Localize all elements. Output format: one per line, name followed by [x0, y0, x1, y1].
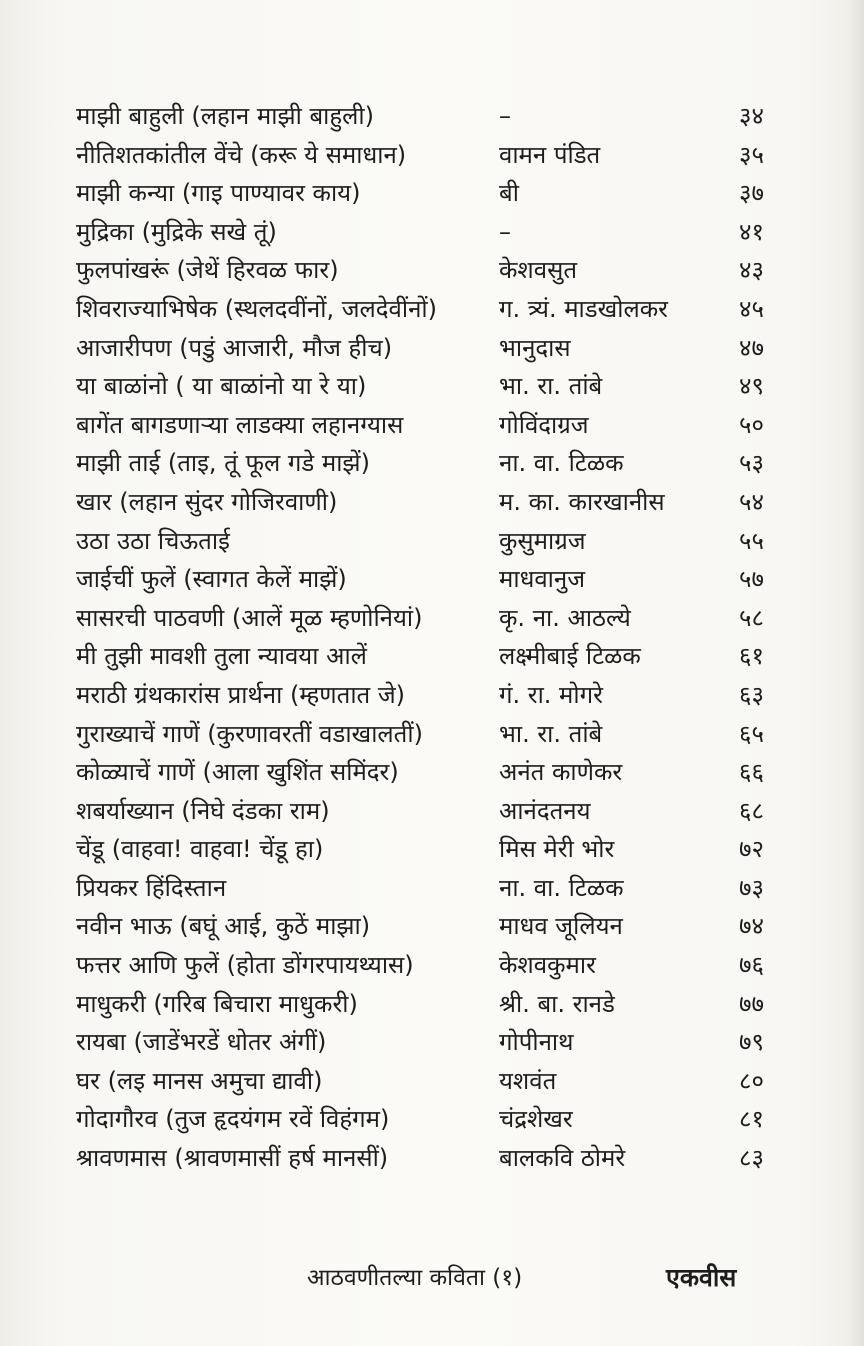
- poem-title: मराठी ग्रंथकारांस प्रार्थना (म्हणतात जे): [76, 680, 406, 709]
- page-number: ७२: [739, 835, 764, 864]
- poet-name: चंद्रशेखर: [499, 1105, 573, 1134]
- toc-entry: [76, 483, 776, 522]
- poet-name: बी: [499, 179, 519, 208]
- toc-entry: [76, 1062, 776, 1101]
- page-number: ७७: [739, 989, 764, 1018]
- poem-title: माझी ताई (ताइ, तूं फूल गडे माझें): [76, 449, 370, 478]
- poet-name: केशवकुमार: [499, 951, 596, 980]
- page-number: ८०: [739, 1066, 764, 1095]
- page-number: ३७: [739, 179, 764, 208]
- poem-title: घर (लइ मानस अमुचा द्यावी): [76, 1066, 323, 1095]
- toc-entry: [76, 753, 776, 792]
- toc-entry: [76, 213, 776, 252]
- poem-title: माझी बाहुली (लहान माझी बाहुली): [76, 102, 374, 130]
- toc-entry: [76, 599, 776, 638]
- poem-title: गुराख्याचें गाणें (कुरणावरतीं वडाखालतीं): [76, 719, 423, 748]
- toc-entry: [76, 985, 776, 1024]
- table-of-contents: [76, 97, 776, 1178]
- page-number: ५८: [739, 603, 764, 632]
- page-number: ६३: [739, 680, 764, 709]
- poet-name: गोपीनाथ: [499, 1028, 574, 1057]
- poet-name: ना. वा. टिळक: [499, 873, 624, 902]
- page-number: ३५: [739, 140, 764, 169]
- page-number: ८३: [739, 1144, 764, 1173]
- page-number: ५७: [739, 565, 764, 594]
- poem-title: बागेंत बागडणाऱ्या लाडक्या लहानग्यास: [76, 410, 404, 439]
- page-gutter-shadow: [846, 0, 864, 1346]
- poet-name: माधव जूलियन: [499, 912, 623, 941]
- page-number: ५०: [739, 410, 764, 439]
- toc-entry: [76, 869, 776, 908]
- poet-name: गं. रा. मोगरे: [499, 680, 603, 709]
- poet-name: श्री. बा. रानडे: [499, 989, 615, 1018]
- page-footer: [0, 1260, 864, 1300]
- toc-entry: [76, 946, 776, 985]
- poem-title: माझी कन्या (गाइ पाण्यावर काय): [76, 179, 361, 208]
- page-number: ६८: [739, 796, 764, 825]
- page-folio: एकवीस: [666, 1263, 737, 1292]
- poem-title: रायबा (जाडेंभरडें धोतर अंगीं): [76, 1028, 327, 1057]
- toc-entry: [76, 290, 776, 329]
- poet-name: यशवंत: [499, 1066, 557, 1095]
- toc-entry: [76, 406, 776, 445]
- toc-entry: [76, 329, 776, 368]
- poem-title: माधुकरी (गरिब बिचारा माधुकरी): [76, 989, 358, 1018]
- poet-name: भा. रा. तांबे: [499, 372, 603, 401]
- page-number: ७३: [739, 873, 764, 902]
- page-number: ४९: [739, 372, 764, 401]
- page-number: ६५: [739, 719, 764, 748]
- poet-name: –: [499, 217, 511, 246]
- poem-title: सासरची पाठवणी (आलें मूळ म्हणोनियां): [76, 603, 423, 632]
- poem-title: फत्तर आणि फुलें (होता डोंगरपायथ्यास): [76, 951, 414, 980]
- toc-entry: [76, 676, 776, 715]
- poet-name: –: [499, 102, 511, 130]
- page-number: ८१: [739, 1105, 764, 1134]
- toc-entry: [76, 637, 776, 676]
- poet-name: ना. वा. टिळक: [499, 449, 624, 478]
- poem-title: उठा उठा चिऊताई: [76, 526, 230, 555]
- poem-title: शबर्याख्यान (निघे दंडका राम): [76, 796, 330, 825]
- toc-entry: [76, 715, 776, 754]
- poem-title: आजारीपण (पडुं आजारी, मौज हीच): [76, 333, 393, 362]
- poet-name: गोविंदाग्रज: [499, 410, 589, 439]
- poem-title: नीतिशतकांतील वेंचे (करू ये समाधान): [76, 140, 407, 169]
- page-number: ५५: [739, 526, 764, 555]
- poem-title: नवीन भाऊ (बघूं आई, कुठें माझा): [76, 912, 371, 941]
- page-number: ६६: [739, 758, 764, 787]
- poem-title: मुद्रिका (मुद्रिके सखे तूं): [76, 217, 277, 246]
- poet-name: आनंदतनय: [499, 796, 591, 825]
- toc-entry: [76, 251, 776, 290]
- page-number: ७६: [739, 951, 764, 980]
- toc-entry: [76, 522, 776, 561]
- poet-name: मिस मेरी भोर: [499, 835, 615, 864]
- poet-name: म. का. कारखानीस: [499, 487, 665, 516]
- toc-entry: [76, 174, 776, 213]
- toc-entry: [76, 792, 776, 831]
- poem-title: मी तुझी मावशी तुला न्यावया आलें: [76, 642, 367, 671]
- poet-name: अनंत काणेकर: [499, 758, 623, 787]
- poet-name: ग. त्र्यं. माडखोलकर: [499, 294, 668, 323]
- toc-entry: [76, 97, 776, 136]
- page-number: ४१: [739, 217, 764, 246]
- toc-entry: [76, 367, 776, 406]
- poet-name: केशवसुत: [499, 256, 577, 285]
- page-number: ४३: [739, 256, 764, 285]
- page-number: ५४: [739, 487, 764, 516]
- page-number: ५३: [739, 449, 764, 478]
- poet-name: भा. रा. तांबे: [499, 719, 603, 748]
- page-number: ३४: [739, 102, 764, 130]
- toc-entry: [76, 560, 776, 599]
- poem-title: फुलपांखरूं (जेथें हिरवळ फार): [76, 256, 339, 285]
- poem-title: जाईचीं फुलें (स्वागत केलें माझें): [76, 565, 347, 594]
- page-number: ७४: [739, 912, 764, 941]
- poet-name: भानुदास: [499, 333, 571, 362]
- poet-name: बालकवि ठोमरे: [499, 1144, 626, 1173]
- toc-entry: [76, 444, 776, 483]
- poem-title: या बाळांनो ( या बाळांनो या रे या): [76, 372, 367, 401]
- running-footer-title: आठवणीतल्या कविता (१): [307, 1265, 523, 1291]
- page-number: ४७: [739, 333, 764, 362]
- toc-entry: [76, 1139, 776, 1178]
- poet-name: वामन पंडित: [499, 140, 601, 169]
- poem-title: चेंडू (वाहवा! वाहवा! चेंडू हा): [76, 835, 324, 864]
- toc-entry: [76, 1100, 776, 1139]
- poet-name: माधवानुज: [499, 565, 586, 594]
- poem-title: गोदागौरव (तुज हृदयंगम रवें विहंगम): [76, 1105, 390, 1134]
- toc-entry: [76, 1023, 776, 1062]
- toc-entry: [76, 830, 776, 869]
- poem-title: खार (लहान सुंदर गोजिरवाणी): [76, 487, 338, 516]
- poem-title: श्रावणमास (श्रावणमासीं हर्ष मानसीं): [76, 1144, 389, 1173]
- poem-title: कोळ्याचें गाणें (आला खुशिंत समिंदर): [76, 758, 399, 787]
- poet-name: कृ. ना. आठल्ये: [499, 603, 631, 632]
- poem-title: प्रियकर हिंदिस्तान: [76, 873, 227, 902]
- page-number: ६१: [739, 642, 764, 671]
- toc-entry: [76, 136, 776, 175]
- poet-name: कुसुमाग्रज: [499, 526, 586, 555]
- page-number: ४५: [739, 294, 764, 323]
- poem-title: शिवराज्याभिषेक (स्थलदवींनों, जलदेवींनों): [76, 294, 438, 323]
- toc-entry: [76, 907, 776, 946]
- page-number: ७९: [739, 1028, 764, 1057]
- poet-name: लक्ष्मीबाई टिळक: [499, 642, 641, 671]
